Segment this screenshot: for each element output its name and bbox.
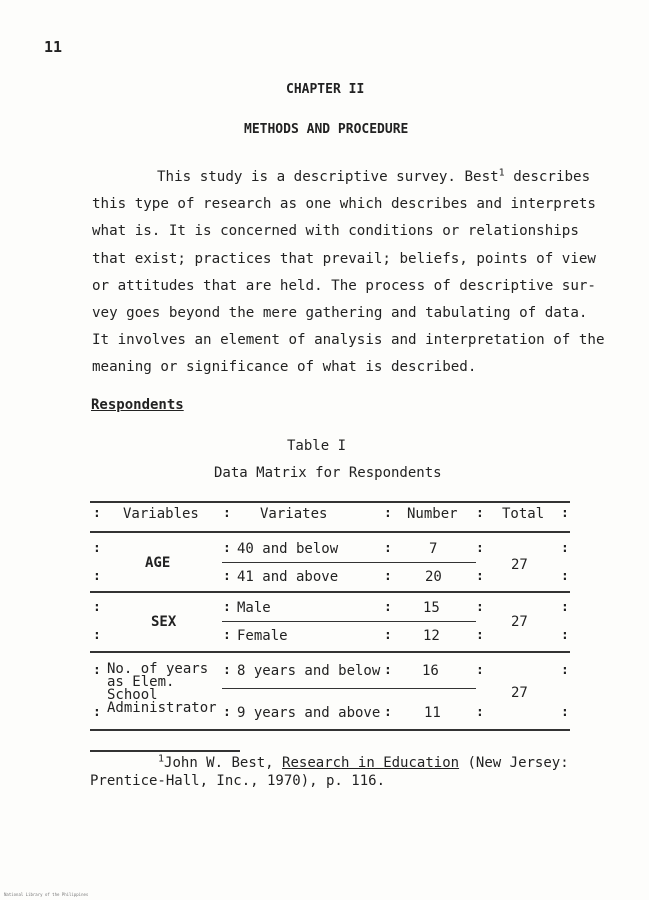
colon-separator: :	[93, 600, 101, 615]
paragraph-line: this type of research as one which describes and interprets	[92, 196, 596, 213]
number-cell: 20	[425, 569, 442, 585]
colon-separator: :	[561, 705, 569, 720]
colon-separator: :	[561, 506, 569, 521]
variable-line: Administrator	[107, 700, 217, 716]
variable-line: No. of years	[107, 661, 209, 677]
variable-age: AGE	[145, 555, 171, 571]
colon-separator: :	[223, 628, 231, 643]
colon-separator: :	[223, 705, 231, 720]
chapter-heading: CHAPTER II	[286, 82, 365, 97]
paragraph-text: describes	[504, 169, 591, 185]
colon-separator: :	[384, 506, 392, 521]
section-title: METHODS AND PROCEDURE	[244, 122, 409, 137]
colon-separator: :	[384, 663, 392, 678]
library-footer: National Library of the Philippines	[4, 892, 89, 897]
colon-separator: :	[476, 705, 484, 720]
paragraph-line: what is. It is concerned with conditions or relationships	[92, 223, 579, 240]
colon-separator: :	[384, 628, 392, 643]
table-rule	[222, 688, 476, 689]
paragraph-line: vey goes beyond the mere gathering and tabulating of data.	[92, 304, 588, 321]
colon-separator: :	[223, 569, 231, 584]
colon-separator: :	[384, 705, 392, 720]
colon-separator: :	[93, 663, 101, 678]
paragraph-text: This study is a descriptive survey. Best	[157, 169, 499, 185]
number-cell: 7	[429, 541, 438, 557]
variable-line: as Elem.	[107, 674, 175, 690]
colon-separator: :	[384, 569, 392, 584]
colon-separator: :	[561, 600, 569, 615]
variate-cell: 9 years and above	[237, 705, 381, 721]
header-total: Total	[502, 506, 545, 522]
subheading-respondents: Respondents	[91, 397, 184, 413]
variate-cell: Female	[237, 628, 288, 644]
footnote-ref: 1	[498, 167, 505, 179]
footnote-author: John W. Best,	[164, 755, 283, 771]
paragraph-line: It involves an element of analysis and interpretation of the	[92, 332, 605, 349]
colon-separator: :	[93, 506, 101, 521]
paragraph-line: or attitudes that are held. The process of descriptive sur-	[92, 277, 596, 294]
colon-separator: :	[93, 569, 101, 584]
colon-separator: :	[223, 600, 231, 615]
variate-cell: Male	[237, 600, 271, 616]
number-cell: 16	[422, 663, 439, 679]
colon-separator: :	[476, 663, 484, 678]
total-cell: 27	[511, 685, 528, 701]
colon-separator: :	[561, 541, 569, 556]
colon-separator: :	[476, 506, 484, 521]
colon-separator: :	[476, 541, 484, 556]
page-number: 11	[44, 38, 63, 56]
footnote-publisher: (New Jersey:	[459, 755, 569, 771]
number-cell: 11	[424, 705, 441, 721]
footnote-book-title: Research in Education	[282, 755, 460, 771]
table-number: Table I	[287, 438, 347, 454]
header-number: Number	[407, 506, 458, 522]
paragraph-line: meaning or significance of what is described.	[92, 359, 477, 376]
colon-separator: :	[93, 541, 101, 556]
colon-separator: :	[223, 506, 231, 521]
total-cell: 27	[511, 557, 528, 573]
header-variates: Variates	[260, 506, 328, 522]
variable-years	[107, 663, 217, 715]
colon-separator: :	[561, 628, 569, 643]
colon-separator: :	[93, 628, 101, 643]
variable-line: School	[107, 687, 158, 703]
footnote-line	[158, 755, 569, 771]
table-rule	[90, 531, 570, 533]
footnote-line: Prentice-Hall, Inc., 1970), p. 116.	[90, 773, 386, 789]
variate-cell: 41 and above	[237, 569, 339, 585]
number-cell: 15	[423, 600, 440, 616]
colon-separator: :	[476, 569, 484, 584]
footnote-marker: 1	[158, 753, 165, 765]
variate-cell: 8 years and below	[237, 663, 381, 679]
number-cell: 12	[423, 628, 440, 644]
colon-separator: :	[561, 663, 569, 678]
table-caption: Data Matrix for Respondents	[214, 465, 442, 481]
colon-separator: :	[93, 705, 101, 720]
body-paragraph	[92, 164, 605, 382]
paragraph-line: that exist; practices that prevail; beliefs, points of view	[92, 250, 596, 267]
colon-separator: :	[223, 663, 231, 678]
colon-separator: :	[476, 600, 484, 615]
colon-separator: :	[476, 628, 484, 643]
colon-separator: :	[384, 600, 392, 615]
colon-separator: :	[384, 541, 392, 556]
table-rule	[90, 651, 570, 653]
colon-separator: :	[561, 569, 569, 584]
footnote-rule	[90, 750, 240, 752]
variable-sex: SEX	[151, 614, 177, 630]
paragraph-line	[92, 164, 592, 191]
table-rule	[90, 591, 570, 593]
table-rule	[90, 729, 570, 731]
variate-cell: 40 and below	[237, 541, 339, 557]
colon-separator: :	[223, 541, 231, 556]
header-variables: Variables	[123, 506, 199, 522]
table-rule	[222, 562, 476, 563]
table-rule	[90, 501, 570, 503]
table-rule	[222, 621, 476, 622]
total-cell: 27	[511, 614, 528, 630]
